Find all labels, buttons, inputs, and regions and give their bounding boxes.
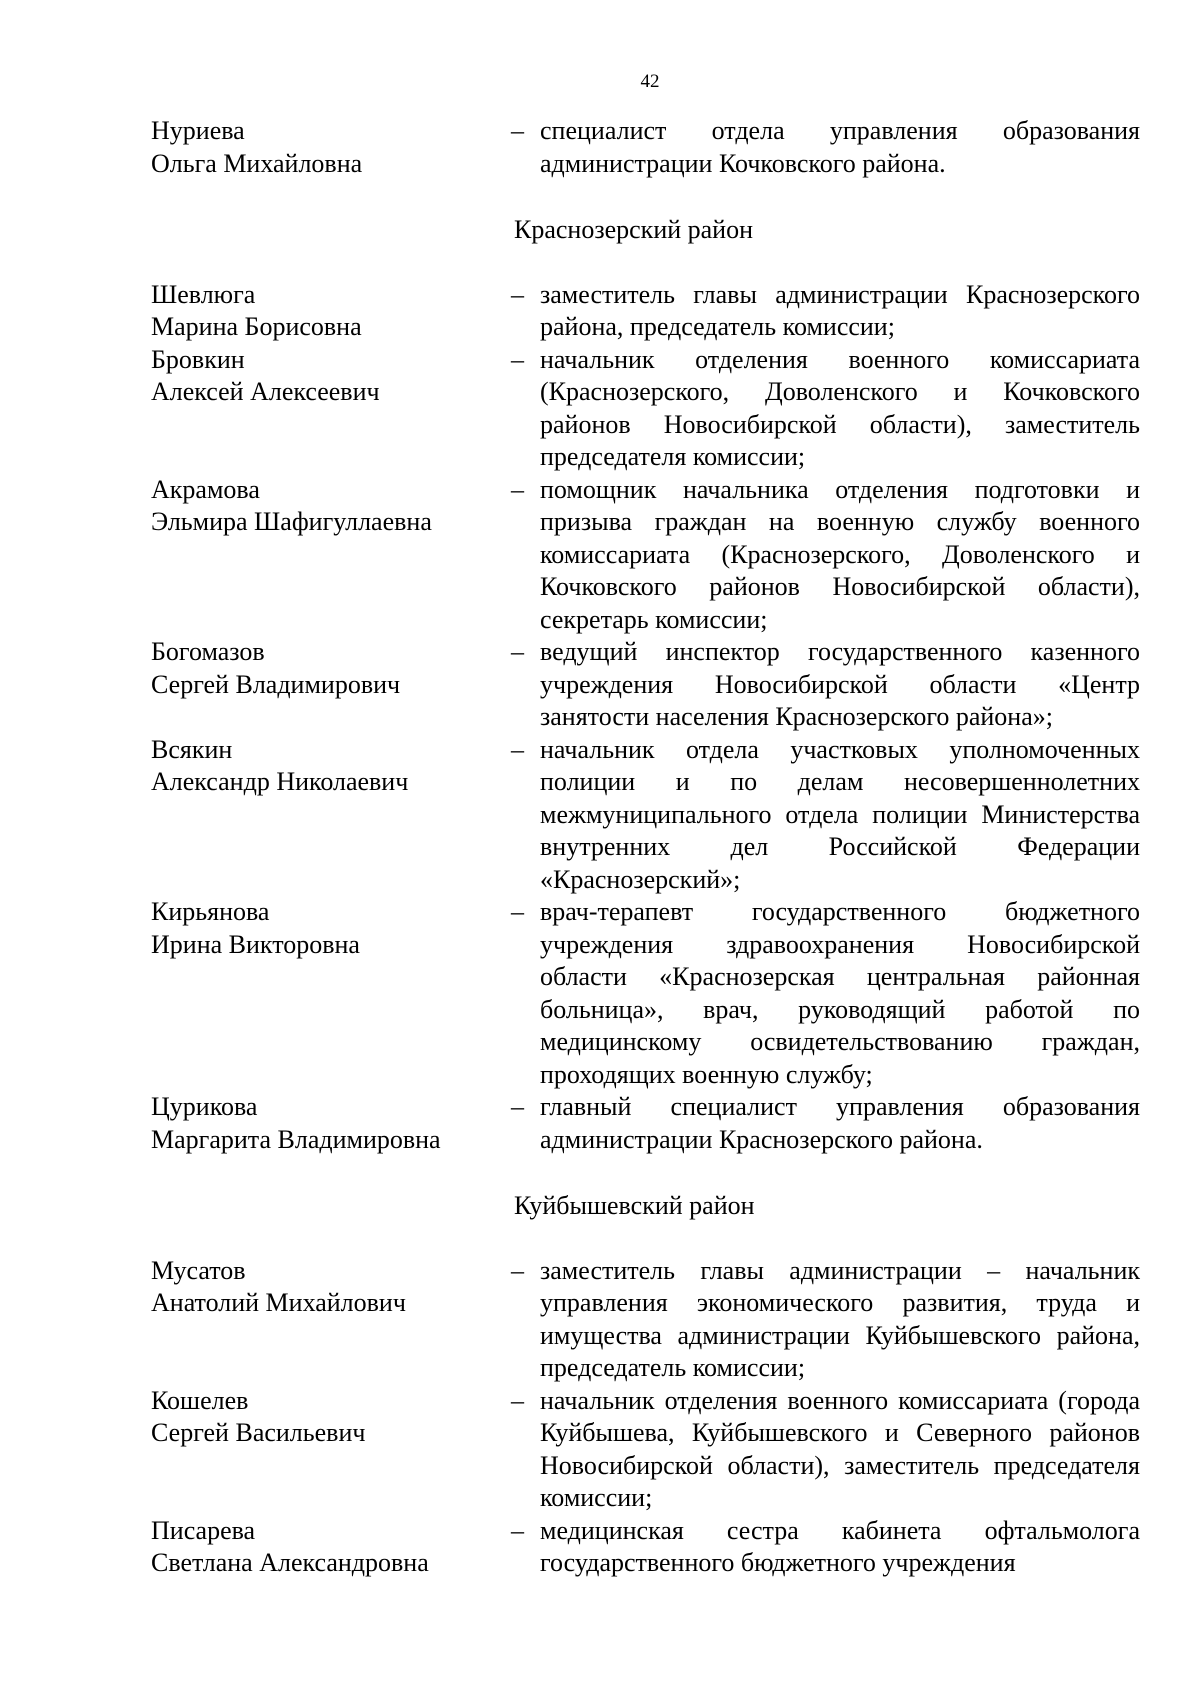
member-surname: Всякин — [151, 734, 233, 764]
member-name — [151, 474, 511, 637]
member-name — [151, 1385, 511, 1515]
member-position: ведущий инспектор государственного казенного учреждения Новосибирской области «Центр занятости населения Краснозерского района»; — [540, 637, 1140, 731]
member-entry — [151, 1255, 1141, 1385]
member-given-name: Сергей Владимирович — [151, 669, 401, 699]
member-surname: Кирьянова — [151, 897, 270, 926]
member-surname: Цурикова — [151, 1092, 258, 1121]
member-entry — [151, 1515, 1141, 1580]
member-given-name: Эльмира Шафигуллаевна — [151, 507, 432, 536]
member-name — [151, 1515, 511, 1580]
member-position: заместитель главы администрации – начальник управления экономического развития, труда и имущества администрации Куйбышевского района, председатель комиссии; — [540, 1255, 1140, 1382]
member-surname: Мусатов — [151, 1255, 246, 1285]
member-position: начальник отдела участковых уполномоченных полиции и по делам несовершеннолетних межмуниципального отдела полиции Министерства внутренних дел Российской Федерации «Краснозерский»; — [540, 734, 1140, 894]
section-heading: Краснозерский район — [514, 215, 754, 244]
member-given-name: Ольга Михайловна — [151, 148, 363, 178]
member-entry — [151, 115, 1141, 180]
member-entry — [151, 734, 1141, 897]
document-content — [151, 115, 1141, 1580]
member-name — [151, 115, 511, 180]
member-position: начальник отделения военного комиссариата (Краснозерского, Доволенского и Кочковского районов Новосибирской области), заместитель председателя комиссии; — [540, 344, 1140, 471]
dash: – — [511, 279, 524, 309]
dash: – — [511, 116, 524, 145]
member-position: помощник начальника отделения подготовки и призыва граждан на военную службу военного комиссариата (Краснозерского, Доволенского и Кочковского районов Новосибирской области), секретарь комиссии; — [540, 474, 1140, 634]
member-given-name: Марина Борисовна — [151, 312, 362, 341]
member-entry — [151, 344, 1141, 474]
page-number: 42 — [640, 71, 660, 92]
member-surname: Бровкин — [151, 344, 245, 374]
member-position: начальник отделения военного комиссариата (города Куйбышева, Куйбышевского и Северного районов Новосибирской области), заместитель председателя комиссии; — [540, 1385, 1140, 1512]
member-surname: Нуриева — [151, 116, 245, 145]
dash: – — [511, 1092, 524, 1121]
member-position: врач-терапевт государственного бюджетного учреждения здравоохранения Новосибирской области «Краснозерская центральная районная больница», врач, руководящий работой по медицинскому освидетельствованию граждан, проходящих военную службу; — [540, 897, 1140, 1089]
section-heading: Куйбышевский район — [514, 1191, 755, 1220]
member-entry — [151, 896, 1141, 1091]
member-name — [151, 734, 511, 897]
member-name — [151, 636, 511, 734]
member-name — [151, 279, 511, 344]
member-given-name: Маргарита Владимировна — [151, 1124, 441, 1154]
member-given-name: Александр Николаевич — [151, 767, 409, 796]
dash: – — [511, 637, 524, 666]
dash: – — [511, 1515, 524, 1545]
member-name — [151, 344, 511, 474]
dash: – — [511, 474, 524, 504]
dash: – — [511, 734, 524, 764]
member-position: медицинская сестра кабинета офтальмолога государственного бюджетного учреждения — [540, 1515, 1140, 1577]
dash: – — [511, 1385, 524, 1415]
member-surname: Шевлюга — [151, 279, 256, 309]
member-name — [151, 1255, 511, 1385]
member-position: главный специалист управления образования администрации Краснозерского района. — [540, 1092, 1140, 1154]
member-entry — [151, 279, 1141, 344]
member-given-name: Сергей Васильевич — [151, 1418, 366, 1447]
member-entry — [151, 1385, 1141, 1515]
member-position: специалист отдела управления образования администрации Кочковского района. — [540, 116, 1140, 178]
member-surname: Писарева — [151, 1515, 256, 1545]
member-entry — [151, 1091, 1141, 1156]
member-surname: Богомазов — [151, 637, 265, 666]
member-given-name: Ирина Викторовна — [151, 929, 360, 959]
member-given-name: Светлана Александровна — [151, 1548, 429, 1577]
dash: – — [511, 1255, 524, 1285]
member-entry — [151, 474, 1141, 637]
member-given-name: Алексей Алексеевич — [151, 377, 380, 406]
dash: – — [511, 344, 524, 374]
member-name — [151, 896, 511, 1091]
member-name — [151, 1091, 511, 1156]
dash: – — [511, 897, 524, 926]
member-surname: Кошелев — [151, 1385, 249, 1415]
member-surname: Акрамова — [151, 474, 260, 504]
member-position: заместитель главы администрации Краснозерского района, председатель комиссии; — [540, 279, 1140, 341]
member-entry — [151, 636, 1141, 734]
member-given-name: Анатолий Михайлович — [151, 1288, 406, 1317]
